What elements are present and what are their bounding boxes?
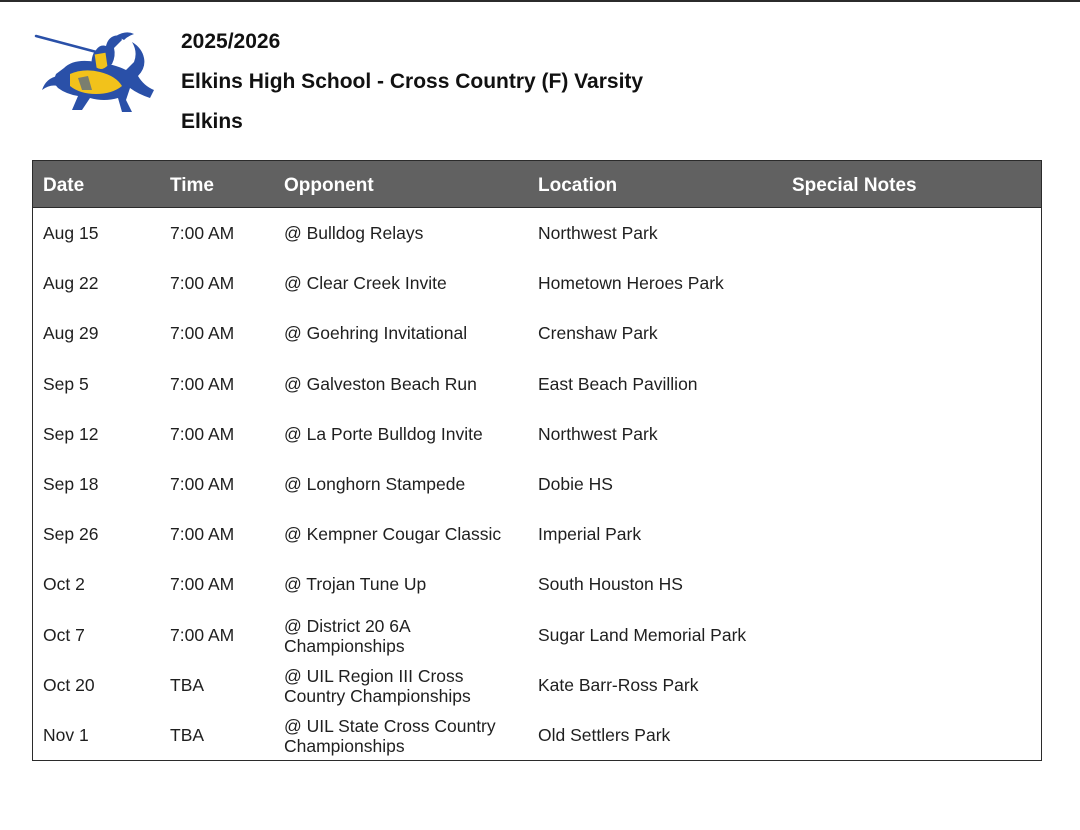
cell-location: Crenshaw Park xyxy=(538,323,658,344)
cell-date: Oct 7 xyxy=(43,624,85,645)
cell-opponent: @ Kempner Cougar Classic xyxy=(284,524,502,545)
column-header-time: Time xyxy=(170,175,215,196)
cell-location: Northwest Park xyxy=(538,223,658,243)
cell-time: 7:00 AM xyxy=(170,423,235,444)
cell-opponent: @ La Porte Bulldog Invite xyxy=(284,423,483,444)
cell-date: Sep 12 xyxy=(43,423,99,444)
table-row xyxy=(33,559,1041,609)
cell-date: Sep 18 xyxy=(43,473,99,494)
season-label: 2025/2026 xyxy=(181,30,281,53)
cell-opponent: @ Goehring Invitational xyxy=(284,323,468,344)
cell-opponent: @ District 20 6A Championships xyxy=(284,615,410,656)
cell-date: Sep 26 xyxy=(43,524,99,545)
cell-date: Sep 5 xyxy=(43,373,89,394)
cell-date: Aug 22 xyxy=(43,273,99,294)
table-row xyxy=(33,610,1041,660)
knight-on-horse-icon xyxy=(34,28,158,114)
cell-opponent: @ Galveston Beach Run xyxy=(284,373,477,394)
column-header-date: Date xyxy=(43,175,85,196)
table-row xyxy=(33,509,1041,559)
column-header-location: Location xyxy=(538,175,618,196)
table-row xyxy=(33,409,1041,459)
cell-date: Aug 15 xyxy=(43,223,99,243)
cell-time: 7:00 AM xyxy=(170,574,235,595)
table-row xyxy=(33,459,1041,509)
cell-time: 7:00 AM xyxy=(170,223,235,243)
schedule-table xyxy=(32,160,1042,761)
cell-opponent: @ Longhorn Stampede xyxy=(284,473,466,494)
cell-location: South Houston HS xyxy=(538,574,683,595)
cell-location: Sugar Land Memorial Park xyxy=(538,624,747,645)
cell-date: Nov 1 xyxy=(43,724,89,745)
cell-time: 7:00 AM xyxy=(170,323,235,344)
cell-time: 7:00 AM xyxy=(170,624,235,645)
table-row xyxy=(33,308,1041,358)
cell-date: Oct 2 xyxy=(43,574,85,595)
cell-location: Northwest Park xyxy=(538,423,658,444)
cell-time: 7:00 AM xyxy=(170,273,235,294)
cell-time: 7:00 AM xyxy=(170,373,235,394)
school-name: Elkins xyxy=(181,110,243,133)
cell-time: TBA xyxy=(170,724,205,745)
table-row xyxy=(33,660,1041,710)
cell-opponent: @ UIL State Cross Country Championships xyxy=(284,715,496,756)
cell-opponent: @ Bulldog Relays xyxy=(284,223,424,243)
cell-opponent: @ Clear Creek Invite xyxy=(284,273,447,294)
cell-location: East Beach Pavillion xyxy=(538,373,698,394)
table-row xyxy=(33,258,1041,308)
table-header-row xyxy=(33,161,1041,208)
column-header-opponent: Opponent xyxy=(284,175,374,196)
table-row xyxy=(33,208,1041,258)
cell-time: 7:00 AM xyxy=(170,524,235,545)
table-row xyxy=(33,710,1041,760)
cell-location: Old Settlers Park xyxy=(538,724,671,745)
cell-location: Hometown Heroes Park xyxy=(538,273,724,294)
top-rule xyxy=(0,0,1080,2)
cell-date: Oct 20 xyxy=(43,674,95,695)
schedule-header xyxy=(181,30,643,150)
cell-time: 7:00 AM xyxy=(170,473,235,494)
cell-time: TBA xyxy=(170,674,205,695)
table-row xyxy=(33,359,1041,409)
cell-opponent: @ Trojan Tune Up xyxy=(284,574,427,595)
column-header-special-notes: Special Notes xyxy=(792,175,917,196)
cell-date: Aug 29 xyxy=(43,323,99,344)
cell-location: Dobie HS xyxy=(538,473,613,494)
cell-location: Imperial Park xyxy=(538,524,642,545)
cell-location: Kate Barr-Ross Park xyxy=(538,674,699,695)
team-title: Elkins High School - Cross Country (F) Varsity xyxy=(181,70,644,93)
cell-opponent: @ UIL Region III Cross Country Championships xyxy=(284,665,471,706)
